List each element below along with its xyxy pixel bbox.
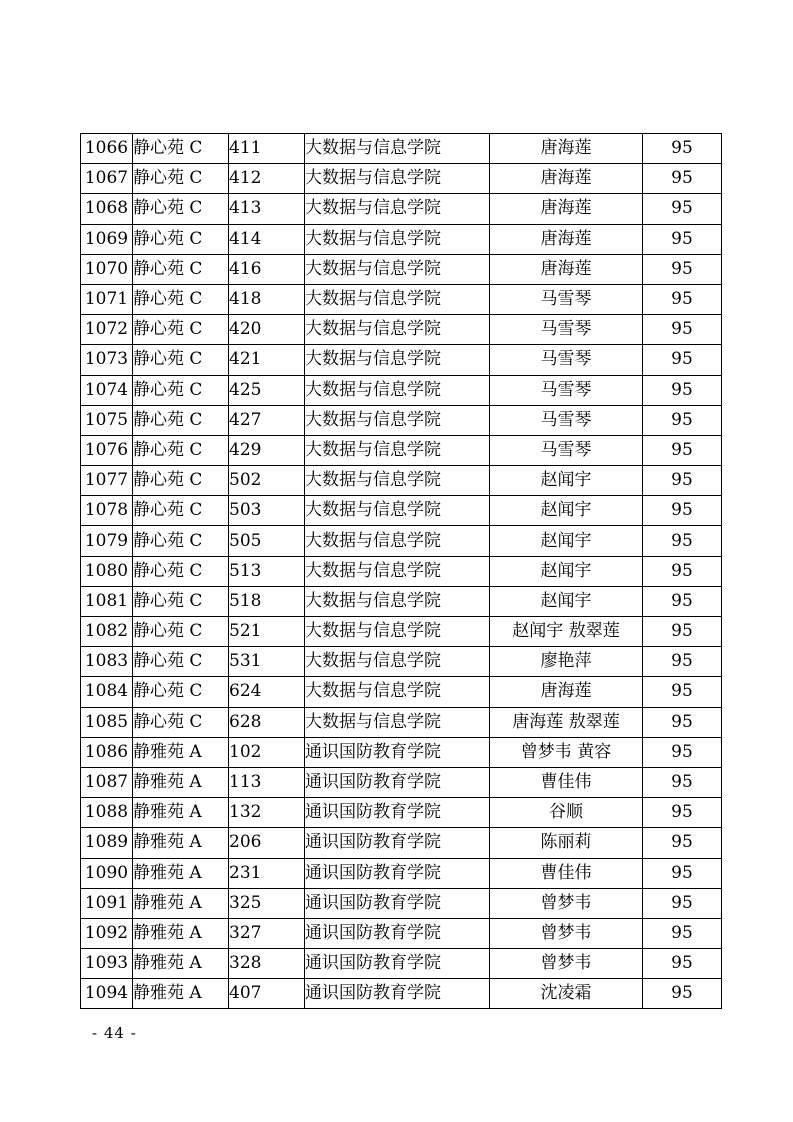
table-row [81,496,722,526]
room-cell: 418 [229,284,305,314]
score-cell: 95 [643,556,722,586]
school-cell: 大数据与信息学院 [305,164,490,194]
staff-cell: 唐海莲 敖翠莲 [490,707,643,737]
room-cell: 407 [229,979,305,1009]
staff-cell: 赵闻宇 [490,556,643,586]
staff-cell: 廖艳萍 [490,647,643,677]
school-cell: 大数据与信息学院 [305,586,490,616]
row-number-cell: 1083 [81,647,133,677]
table-row [81,767,722,797]
score-cell: 95 [643,224,722,254]
score-cell: 95 [643,617,722,647]
school-cell: 大数据与信息学院 [305,375,490,405]
building-cell: 静雅苑 A [133,767,229,797]
table-row [81,737,722,767]
school-cell: 大数据与信息学院 [305,134,490,164]
table-row [81,466,722,496]
room-cell: 427 [229,405,305,435]
row-number-cell: 1074 [81,375,133,405]
table-row [81,284,722,314]
score-cell: 95 [643,315,722,345]
room-cell: 113 [229,767,305,797]
staff-cell: 马雪琴 [490,405,643,435]
school-cell: 大数据与信息学院 [305,556,490,586]
school-cell: 通识国防教育学院 [305,737,490,767]
staff-cell: 赵闻宇 [490,496,643,526]
score-cell: 95 [643,496,722,526]
room-cell: 420 [229,315,305,345]
building-cell: 静心苑 C [133,496,229,526]
row-number-cell: 1081 [81,586,133,616]
staff-cell: 唐海莲 [490,254,643,284]
staff-cell: 赵闻宇 [490,586,643,616]
school-cell: 大数据与信息学院 [305,405,490,435]
score-cell: 95 [643,405,722,435]
building-cell: 静雅苑 A [133,979,229,1009]
row-number-cell: 1071 [81,284,133,314]
table-row [81,345,722,375]
building-cell: 静心苑 C [133,194,229,224]
staff-cell: 唐海莲 [490,194,643,224]
score-cell: 95 [643,767,722,797]
row-number-cell: 1080 [81,556,133,586]
building-cell: 静心苑 C [133,526,229,556]
row-number-cell: 1087 [81,767,133,797]
room-cell: 411 [229,134,305,164]
table-row [81,949,722,979]
staff-cell: 曾梦韦 [490,949,643,979]
row-number-cell: 1082 [81,617,133,647]
row-number-cell: 1070 [81,254,133,284]
school-cell: 大数据与信息学院 [305,315,490,345]
school-cell: 大数据与信息学院 [305,466,490,496]
building-cell: 静心苑 C [133,647,229,677]
row-number-cell: 1077 [81,466,133,496]
building-cell: 静雅苑 A [133,798,229,828]
school-cell: 通识国防教育学院 [305,767,490,797]
building-cell: 静心苑 C [133,164,229,194]
room-cell: 521 [229,617,305,647]
building-cell: 静心苑 C [133,224,229,254]
row-number-cell: 1090 [81,858,133,888]
school-cell: 大数据与信息学院 [305,496,490,526]
table-row [81,405,722,435]
school-cell: 大数据与信息学院 [305,284,490,314]
room-cell: 531 [229,647,305,677]
row-number-cell: 1093 [81,949,133,979]
room-cell: 132 [229,798,305,828]
room-cell: 206 [229,828,305,858]
staff-cell: 赵闻宇 [490,526,643,556]
row-number-cell: 1086 [81,737,133,767]
row-number-cell: 1073 [81,345,133,375]
room-cell: 624 [229,677,305,707]
row-number-cell: 1088 [81,798,133,828]
score-cell: 95 [643,918,722,948]
school-cell: 大数据与信息学院 [305,647,490,677]
table-row [81,918,722,948]
school-cell: 大数据与信息学院 [305,194,490,224]
school-cell: 大数据与信息学院 [305,224,490,254]
row-number-cell: 1085 [81,707,133,737]
row-number-cell: 1075 [81,405,133,435]
row-number-cell: 1094 [81,979,133,1009]
school-cell: 通识国防教育学院 [305,918,490,948]
room-cell: 628 [229,707,305,737]
table-row [81,254,722,284]
staff-cell: 马雪琴 [490,375,643,405]
building-cell: 静心苑 C [133,677,229,707]
room-cell: 503 [229,496,305,526]
table-row [81,315,722,345]
school-cell: 通识国防教育学院 [305,798,490,828]
page-number: - 44 - [92,1024,137,1042]
staff-cell: 赵闻宇 [490,466,643,496]
table-row [81,979,722,1009]
table-row [81,798,722,828]
row-number-cell: 1091 [81,888,133,918]
room-cell: 325 [229,888,305,918]
table-row [81,375,722,405]
table-row [81,888,722,918]
school-cell: 大数据与信息学院 [305,435,490,465]
score-cell: 95 [643,647,722,677]
staff-cell: 谷顺 [490,798,643,828]
school-cell: 大数据与信息学院 [305,707,490,737]
school-cell: 通识国防教育学院 [305,858,490,888]
score-cell: 95 [643,586,722,616]
staff-cell: 曾梦韦 [490,888,643,918]
building-cell: 静心苑 C [133,315,229,345]
score-cell: 95 [643,677,722,707]
room-cell: 513 [229,556,305,586]
score-cell: 95 [643,164,722,194]
building-cell: 静心苑 C [133,556,229,586]
score-cell: 95 [643,194,722,224]
staff-cell: 唐海莲 [490,224,643,254]
row-number-cell: 1084 [81,677,133,707]
building-cell: 静雅苑 A [133,737,229,767]
row-number-cell: 1072 [81,315,133,345]
staff-cell: 唐海莲 [490,677,643,707]
score-cell: 95 [643,254,722,284]
building-cell: 静雅苑 A [133,918,229,948]
table-row [81,194,722,224]
score-cell: 95 [643,375,722,405]
building-cell: 静雅苑 A [133,858,229,888]
table-row [81,435,722,465]
school-cell: 大数据与信息学院 [305,617,490,647]
school-cell: 通识国防教育学院 [305,949,490,979]
row-number-cell: 1092 [81,918,133,948]
room-cell: 425 [229,375,305,405]
staff-cell: 马雪琴 [490,345,643,375]
row-number-cell: 1066 [81,134,133,164]
building-cell: 静心苑 C [133,345,229,375]
room-cell: 231 [229,858,305,888]
room-cell: 328 [229,949,305,979]
room-cell: 102 [229,737,305,767]
row-number-cell: 1079 [81,526,133,556]
score-cell: 95 [643,526,722,556]
room-cell: 505 [229,526,305,556]
building-cell: 静雅苑 A [133,949,229,979]
table-body [81,134,722,1009]
staff-cell: 赵闻宇 敖翠莲 [490,617,643,647]
table-row [81,647,722,677]
school-cell: 大数据与信息学院 [305,254,490,284]
room-cell: 414 [229,224,305,254]
row-number-cell: 1089 [81,828,133,858]
score-cell: 95 [643,284,722,314]
score-cell: 95 [643,858,722,888]
score-cell: 95 [643,435,722,465]
score-cell: 95 [643,798,722,828]
building-cell: 静心苑 C [133,707,229,737]
score-cell: 95 [643,466,722,496]
table-row [81,617,722,647]
score-cell: 95 [643,737,722,767]
table-row [81,858,722,888]
staff-cell: 曹佳伟 [490,858,643,888]
school-cell: 通识国防教育学院 [305,888,490,918]
score-cell: 95 [643,707,722,737]
staff-cell: 曾梦韦 黄容 [490,737,643,767]
building-cell: 静雅苑 A [133,888,229,918]
table-row [81,707,722,737]
score-cell: 95 [643,949,722,979]
building-cell: 静心苑 C [133,586,229,616]
school-cell: 大数据与信息学院 [305,345,490,375]
table-row [81,556,722,586]
room-cell: 413 [229,194,305,224]
room-cell: 416 [229,254,305,284]
building-cell: 静雅苑 A [133,828,229,858]
building-cell: 静心苑 C [133,134,229,164]
staff-cell: 马雪琴 [490,435,643,465]
building-cell: 静心苑 C [133,254,229,284]
staff-cell: 曹佳伟 [490,767,643,797]
dormitory-score-table [80,133,722,1009]
room-cell: 412 [229,164,305,194]
room-cell: 327 [229,918,305,948]
row-number-cell: 1068 [81,194,133,224]
row-number-cell: 1078 [81,496,133,526]
table-row [81,134,722,164]
school-cell: 通识国防教育学院 [305,828,490,858]
row-number-cell: 1067 [81,164,133,194]
school-cell: 大数据与信息学院 [305,677,490,707]
staff-cell: 马雪琴 [490,315,643,345]
table-row [81,164,722,194]
table-row [81,828,722,858]
table-row [81,677,722,707]
staff-cell: 曾梦韦 [490,918,643,948]
score-cell: 95 [643,345,722,375]
score-cell: 95 [643,888,722,918]
score-cell: 95 [643,134,722,164]
building-cell: 静心苑 C [133,284,229,314]
table-row [81,224,722,254]
staff-cell: 马雪琴 [490,284,643,314]
row-number-cell: 1069 [81,224,133,254]
room-cell: 502 [229,466,305,496]
staff-cell: 唐海莲 [490,164,643,194]
score-cell: 95 [643,828,722,858]
row-number-cell: 1076 [81,435,133,465]
score-cell: 95 [643,979,722,1009]
building-cell: 静心苑 C [133,405,229,435]
building-cell: 静心苑 C [133,617,229,647]
table-row [81,586,722,616]
room-cell: 518 [229,586,305,616]
table-row [81,526,722,556]
staff-cell: 陈丽莉 [490,828,643,858]
room-cell: 421 [229,345,305,375]
building-cell: 静心苑 C [133,435,229,465]
staff-cell: 唐海莲 [490,134,643,164]
room-cell: 429 [229,435,305,465]
building-cell: 静心苑 C [133,466,229,496]
building-cell: 静心苑 C [133,375,229,405]
school-cell: 通识国防教育学院 [305,979,490,1009]
school-cell: 大数据与信息学院 [305,526,490,556]
staff-cell: 沈凌霜 [490,979,643,1009]
